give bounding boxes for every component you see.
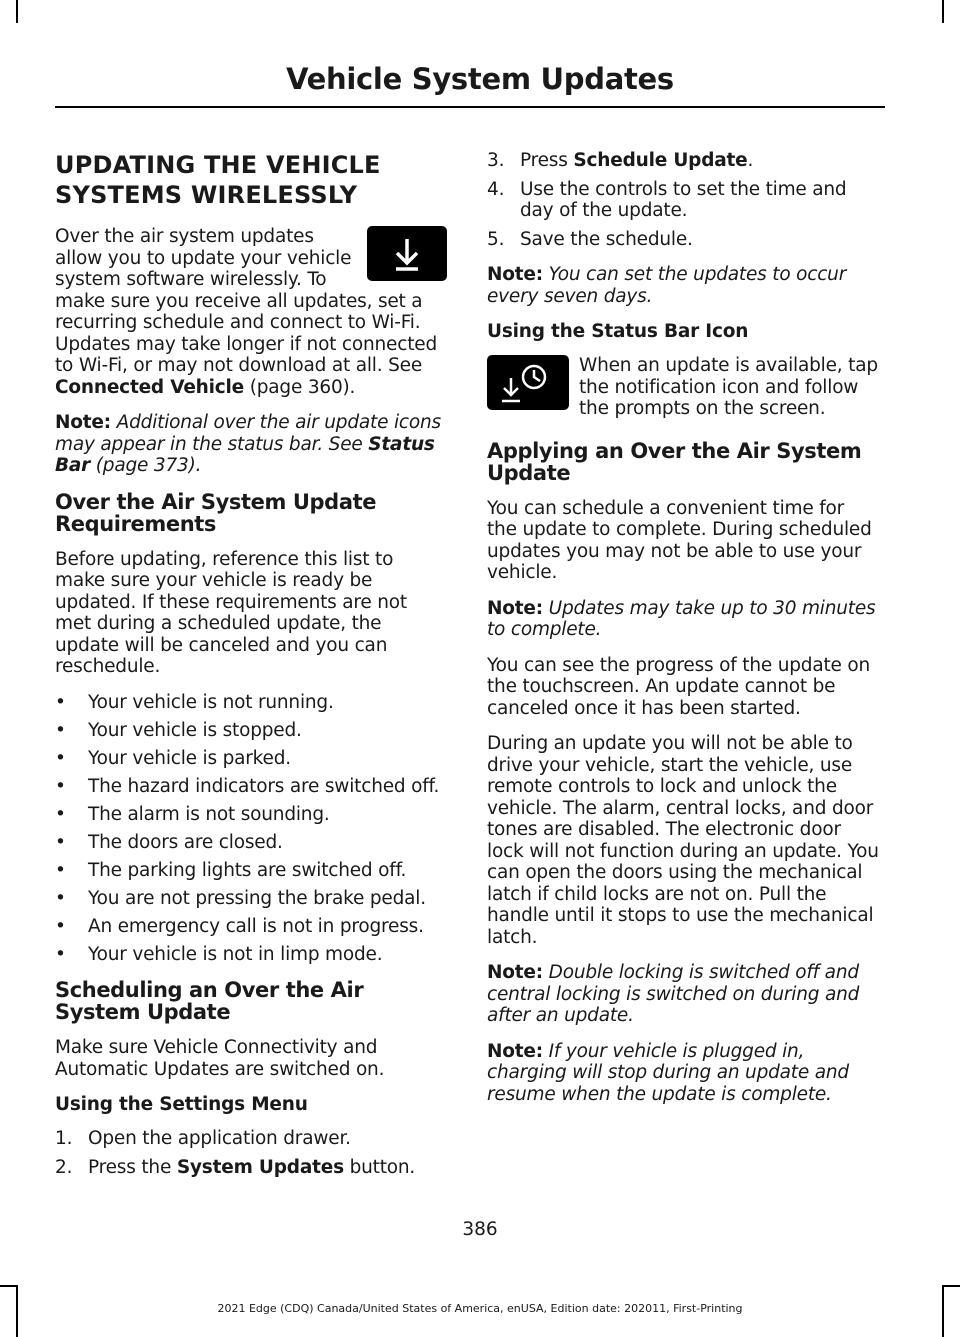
page-header-title: Vehicle System Updates bbox=[286, 62, 674, 96]
list-item: • Your vehicle is stopped. bbox=[55, 719, 302, 741]
settings-menu-heading: Using the Settings Menu bbox=[55, 1094, 308, 1115]
list-item: • Your vehicle is not in limp mode. bbox=[55, 943, 383, 965]
step-item: 2. Press the System Updates button. bbox=[55, 1156, 416, 1178]
list-item: • You are not pressing the brake pedal. bbox=[55, 887, 426, 909]
section-heading bbox=[55, 150, 447, 210]
note-label: Note: bbox=[487, 1040, 543, 1062]
bullet: • bbox=[55, 691, 66, 713]
applying-paragraph-1: You can schedule a convenient time for the update to complete. During scheduled updates you may not be able to use your vehicle. bbox=[487, 497, 872, 583]
note-text: Double locking is switched off and central locking is switched on during and after an update. bbox=[487, 962, 860, 1026]
crop-mark-bottom-right-h bbox=[942, 1285, 960, 1287]
list-item: • An emergency call is not in progress. bbox=[55, 915, 424, 937]
bullet: • bbox=[55, 747, 66, 769]
note-label: Note: bbox=[487, 264, 543, 285]
note-label: Note: bbox=[487, 962, 543, 983]
note-text: Updates may take up to 30 minutes to complete. bbox=[487, 597, 876, 640]
requirements-intro: Before updating, reference this list to make sure your vehicle is ready be updated. If these requirements are not met during a scheduled update, the update will be canceled and you can reschedule. bbox=[55, 548, 407, 677]
right-column bbox=[487, 150, 879, 1119]
crop-mark-top-right bbox=[942, 0, 944, 23]
step-number: 4. bbox=[487, 178, 505, 200]
schedule-update-label: Schedule Update bbox=[573, 150, 748, 171]
requirements-list bbox=[55, 692, 447, 966]
step-item: 4. Use the controls to set the time and day of the update. bbox=[487, 178, 847, 221]
heading-line-1: UPDATING THE VEHICLE bbox=[55, 151, 381, 179]
intro-text: Over the air system updates allow you to update your vehicle system software wirelessly. To make sure you receive all updates, set a recurring schedule and connect to Wi-Fi. Updates may take longer if not connected to Wi-Fi, or may not download at all. See bbox=[55, 226, 437, 376]
footer-edition-text: 2021 Edge (CDQ) Canada/United States of America, enUSA, Edition date: 202011, First-Printing bbox=[217, 1302, 743, 1315]
applying-paragraph-3: During an update you will not be able to drive your vehicle, start the vehicle, use remote controls to lock and unlock the vehicle. The alarm, central locks, and door tones are disabled. The electronic door lock will not function during an update. You can open the doors using the mechanical latch if child locks are not on. Pull the handle until it stops to use the mechanical latch. bbox=[487, 733, 879, 948]
status-bar-link[interactable]: Status Bar bbox=[55, 433, 435, 476]
requirements-heading: Over the Air System Update Requirements bbox=[55, 489, 377, 536]
bullet: • bbox=[55, 831, 66, 853]
status-bar-paragraph bbox=[487, 355, 879, 420]
step-item: 3. Press Schedule Update. bbox=[487, 150, 754, 171]
intro-page-ref: (page 360). bbox=[244, 376, 356, 398]
bullet: • bbox=[55, 943, 66, 965]
system-updates-label: System Updates bbox=[176, 1156, 344, 1178]
bullet: • bbox=[55, 915, 66, 937]
applying-paragraph-2: You can see the progress of the update on the touchscreen. An update cannot be canceled once it has been started. bbox=[487, 654, 871, 719]
note-seven-days bbox=[487, 264, 879, 307]
step-item: 1. Open the application drawer. bbox=[55, 1128, 351, 1149]
bullet: • bbox=[55, 719, 66, 741]
note-double-locking bbox=[487, 962, 879, 1027]
scheduling-text: Make sure Vehicle Connectivity and Automatic Updates are switched on. bbox=[55, 1037, 385, 1080]
note-text: Additional over the air update icons may appear in the status bar. See bbox=[55, 412, 441, 455]
step-number: 5. bbox=[487, 228, 505, 250]
list-item: • Your vehicle is parked. bbox=[55, 747, 291, 769]
step-item: 5. Save the schedule. bbox=[487, 228, 693, 250]
list-item: • Your vehicle is not running. bbox=[55, 691, 334, 713]
note-status-icons bbox=[55, 412, 447, 477]
bullet: • bbox=[55, 859, 66, 881]
crop-mark-bottom-left-h bbox=[0, 1285, 18, 1287]
note-label: Note: bbox=[55, 412, 111, 433]
bullet: • bbox=[55, 775, 66, 797]
list-item: • The doors are closed. bbox=[55, 831, 283, 853]
header-rule bbox=[55, 106, 885, 108]
status-bar-icon-heading: Using the Status Bar Icon bbox=[487, 321, 749, 342]
scheduled-download-icon bbox=[487, 355, 569, 410]
left-column bbox=[55, 150, 447, 1192]
step-number: 1. bbox=[55, 1128, 73, 1149]
note-label: Note: bbox=[487, 597, 543, 619]
download-icon bbox=[367, 226, 447, 281]
crop-mark-top-left bbox=[16, 0, 18, 23]
note-text: You can set the updates to occur every seven days. bbox=[487, 264, 847, 307]
bullet: • bbox=[55, 803, 66, 825]
bullet: • bbox=[55, 887, 66, 909]
settings-steps-continued bbox=[487, 150, 879, 250]
intro-paragraph bbox=[55, 226, 447, 398]
note-page-ref: (page 373). bbox=[90, 455, 202, 476]
note-charging bbox=[487, 1041, 879, 1106]
applying-heading: Applying an Over the Air System Update bbox=[487, 438, 862, 485]
note-text: If your vehicle is plugged in, charging will stop during an update and resume when the update is complete. bbox=[487, 1040, 849, 1105]
connected-vehicle-link[interactable]: Connected Vehicle bbox=[55, 376, 245, 398]
step-number: 3. bbox=[487, 150, 505, 171]
step-number: 2. bbox=[55, 1156, 73, 1178]
list-item: • The alarm is not sounding. bbox=[55, 803, 330, 825]
list-item: • The hazard indicators are switched off. bbox=[55, 775, 440, 797]
list-item: • The parking lights are switched off. bbox=[55, 859, 407, 881]
status-bar-text: When an update is available, tap the notification icon and follow the prompts on the screen. bbox=[579, 355, 878, 419]
note-thirty-minutes bbox=[487, 598, 879, 641]
heading-line-2: SYSTEMS WIRELESSLY bbox=[55, 181, 358, 209]
page-number: 386 bbox=[462, 1219, 498, 1240]
settings-steps bbox=[55, 1128, 447, 1178]
scheduling-heading: Scheduling an Over the Air System Update bbox=[55, 978, 364, 1024]
